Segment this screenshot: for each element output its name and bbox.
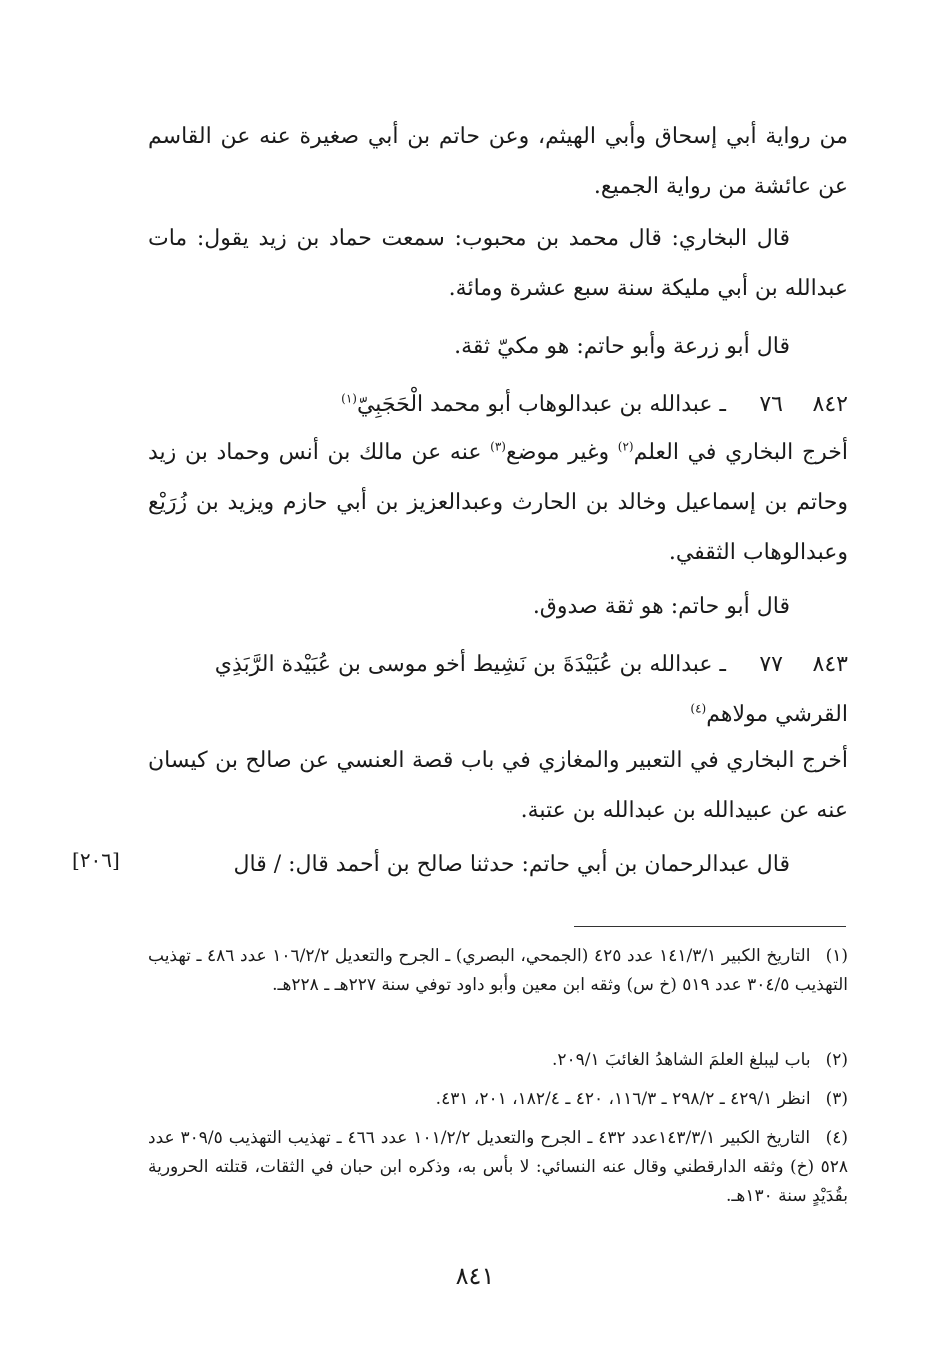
- entry-842-heading: [148, 380, 848, 430]
- entry-number: ٨٤٣: [812, 652, 848, 677]
- entry-number: ٨٤٢: [812, 392, 848, 417]
- footnote-ref-1: (١): [341, 391, 357, 406]
- paragraph-2: قال البخاري: قال محمد بن محبوب: سمعت حماد بن زيد يقول: مات عبدالله بن أبي مليكة سنة سبع عشرة ومائة.: [148, 226, 848, 301]
- paragraph-4-part-a: أخرج البخاري في العلم: [633, 440, 848, 465]
- footnote-1: [148, 942, 848, 1000]
- entry-name: ـ عبدالله بن عُبَيْدَةَ بن نَشِيط أخو موسى بن عُبَيْدة الرَّبَذِي القرشي مولاهم: [214, 652, 848, 727]
- entry-843-heading: [148, 640, 848, 740]
- entry-name: ـ عبدالله بن عبدالوهاب أبو محمد الْحَجَبِيّ: [356, 392, 726, 417]
- footnote-text: باب ليبلغ العلمَ الشاهدُ الغائبَ ٢٠٩/١.: [551, 1050, 811, 1070]
- footnote-4: [148, 1124, 848, 1211]
- paragraph-5: قال أبو حاتم: هو ثقة صدوق.: [532, 594, 790, 619]
- footnote-ref-4: (٤): [690, 701, 707, 716]
- footnote-text: انظر ٤٢٩/١ ـ ٢٩٨/٢ ـ ١١٦/٣، ٤٢٠ ـ ١٨٢/٤، ٢٠١، ٤٣١.: [435, 1089, 811, 1109]
- footnote-2: [148, 1046, 848, 1075]
- footnote-3: [148, 1085, 848, 1114]
- paragraph-6: أخرج البخاري في التعبير والمغازي في باب قصة العنسي عن صالح بن كيسان عنه عن عبيدالله بن عبدالله بن عتبة.: [148, 748, 848, 823]
- footnote-number: (٢): [825, 1050, 848, 1070]
- footnote-ref-2: (٢): [617, 439, 634, 454]
- paragraph-4-part-c: عنه عن مالك بن أنس وحماد بن زيد وحاتم بن إسماعيل وخالد بن الحارث وعبدالعزيز بن أبي حازم ويزيد بن زُرَيْع وعبدالوهاب الثقفي.: [148, 440, 848, 565]
- footnote-number: (١): [825, 946, 849, 966]
- paragraph-1: من رواية أبي إسحاق وأبي الهيثم، وعن حاتم بن أبي صغيرة عنه عن القاسم عن عائشة من رواية الجميع.: [148, 124, 848, 199]
- footnote-number: (٤): [825, 1128, 848, 1148]
- footnote-number: (٣): [825, 1089, 848, 1109]
- paragraph-4: [148, 428, 848, 578]
- page-number: ٨٤١: [455, 1262, 495, 1290]
- footnote-divider: [574, 926, 846, 927]
- margin-page-reference: [٢٠٦]: [72, 848, 120, 872]
- footnote-text: التاريخ الكبير ١٤٣/٣/١عدد ٤٣٢ ـ الجرح والتعديل ١٠١/٢/٢ عدد ٤٦٦ ـ تهذيب التهذيب ٣٠٩/٥ عدد ٥٢٨ (خ) وثقه الدارقطني وقال عنه النسائي: لا بأس به، وذكره ابن حبان في الثقات، قتلته الحرورية بقُدَيْدٍ سنة ١٣٠هـ.: [148, 1128, 848, 1206]
- paragraph-4-part-b: وغير موضع: [505, 440, 618, 465]
- footnote-ref-3: (٣): [490, 439, 506, 454]
- footnote-text: التاريخ الكبير ١٤١/٣/١ عدد ٤٢٥ (الجمحي، البصري) ـ الجرح والتعديل ١٠٦/٢/٢ عدد ٤٨٦ ـ تهذيب التهذيب ٣٠٤/٥ عدد ٥١٩ (خ س) وثقه ابن معين وأبو داود توفي سنة ٢٢٧هـ ـ ٢٢٨هـ.: [148, 946, 848, 995]
- entry-subnumber: ٧٦: [759, 392, 783, 417]
- paragraph-7: قال عبدالرحمان بن أبي حاتم: حدثنا صالح بن أحمد قال: / قال: [233, 852, 790, 877]
- paragraph-3: قال أبو زرعة وأبو حاتم: هو مكيّ ثقة.: [454, 334, 790, 359]
- entry-subnumber: ٧٧: [759, 652, 783, 677]
